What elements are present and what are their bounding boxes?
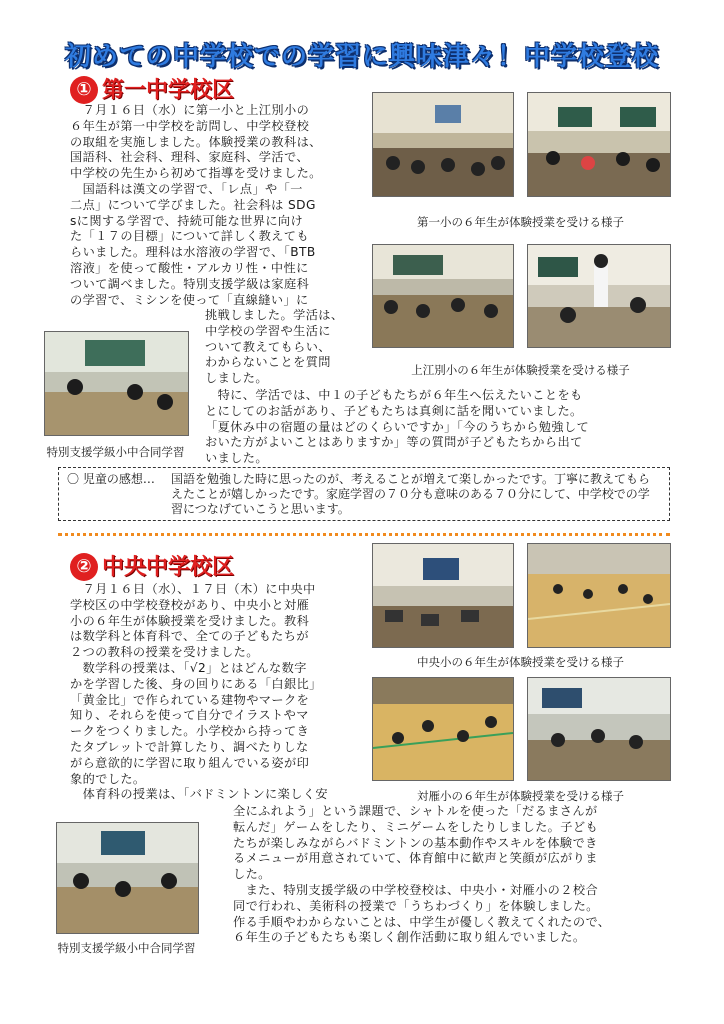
section-divider: [58, 533, 670, 536]
impression-label: 〇 児童の感想…: [67, 472, 155, 486]
photo-daiichi-class-1: [372, 92, 514, 197]
section-1-caption-a: 第一小の６年生が体験授業を受ける様子: [417, 215, 624, 229]
section-2-number: ②: [70, 553, 98, 581]
section-2-heading: [70, 550, 234, 581]
photo-chuo-gym: [527, 543, 671, 648]
section-1-heading-text: 第一中学校区: [102, 78, 235, 103]
section-2-body-top: ７月１６日（水）、１７日（木）に中央中 学校区の中学校登校があり、中央小と対雁 小の６年生が体験授業を受けました。教科 は数学科と体育科で、全ての子どもたちが ２つの教科の授業を受けました。 数学科の授業は、「√2」とはどんな数字 かを学習した後、身の回りにある「白銀比」 「黄金比」で作られている建物やマークを 知り、それらを使って自分でイラストやマ ークをつくりました。小学校から持ってき たタブレットで計算したり、調べたりしな がら意欲的に学習に取り組んでいる姿が印 象的でした。 体育科の授業は、「バドミントンに楽しく安: [70, 582, 328, 802]
page-title: 初めての中学校での学習に興味津々！中学校登校: [64, 42, 659, 72]
section-1-caption-b: 上江別小の６年生が体験授業を受ける様子: [411, 363, 630, 377]
photo-tokubetsu-shien-2: [56, 822, 199, 934]
photo-daiichi-class-2: [527, 92, 671, 197]
section-2-caption-a: 中央小の６年生が体験授業を受ける様子: [417, 655, 624, 669]
section-1-body-middle: 挑戦しました。学活は、 中学校の学習や生活に ついて教えてもらい、 わからないことを質問 しました。: [205, 308, 344, 386]
photo-kamiebetsu-class-1: [372, 244, 514, 348]
photo-kamiebetsu-class-2: [527, 244, 671, 348]
photo-tokubetsu-shien-1: [44, 331, 189, 436]
impression-text: 国語を勉強した時に思ったのが、考えることが増えて楽しかったです。丁寧に教えてもら えたことが嬉しかったです。家庭学習の７０分も意味のある７０分にして、中学校での学 習につなげていこうと思います。: [171, 472, 651, 516]
section-1-body-bottom: 特に、学活では、中１の子どもたちが６年生へ伝えたいことをも とにしてのお話があり、子どもたちは真剣に話を聞いていました。 「夏休み中の宿題の量はどのくらいですか」「今のうちから勉強して おいた方がよいことはありますか」等の質問が子どもたちから出て いました。: [205, 388, 590, 466]
section-2-heading-text: 中央中学校区: [102, 555, 235, 580]
section-2-caption-b: 対雁小の６年生が体験授業を受ける様子: [417, 789, 624, 803]
student-impression-box: [58, 467, 670, 521]
photo-tsuishikari-gym: [372, 677, 514, 781]
section-2-body-bottom: 全にふれよう」という課題で、シャトルを使った「だるまさんが 転んだ」ゲームをしたり、ミニゲームをしたりしました。子ども たちが楽しみながらバドミントンの基本動作やスキルを体験でき るメニューが用意されていて、体育館中に歓声と笑顔が広がりま した。 また、特別支援学級の中学校登校は、中央小・対雁小の２校合 同で行われ、美術科の授業で「うちわづくり」を体験しました。 作る手順やわからないことは、中学生が優しく教えてくれたので、 ６年生の子どもたちも楽しく創作活動に取り組んでいました。: [233, 804, 611, 945]
section-1-caption-c: 特別支援学級小中合同学習: [46, 445, 185, 459]
photo-chuo-class-1: [372, 543, 514, 648]
section-2-caption-c: 特別支援学級小中合同学習: [57, 941, 196, 955]
section-1-body-top: ７月１６日（水）に第一小と上江別小の ６年生が第一中学校を訪問し、中学校登校 の取組を実施しました。体験授業の教科は、 国語科、社会科、理科、家庭科、学活で、 中学校の先生から初めて指導を受けました。 国語科は漢文の学習で、「レ点」や「一 二点」について学びました。社会科は SDG sに関する学習で、持続可能な世界に向け た「１７の目標」について詳しく教えても らいました。理科は水溶液の学習で、「BTB 溶液」を使って酸性・アルカリ性・中性に ついて調べました。特別支援学級は家庭科 の学習で、ミシンを使って「直線縫い」に: [70, 103, 322, 307]
section-1-number: ①: [70, 76, 98, 104]
photo-tsuishikari-class: [527, 677, 671, 781]
section-1-heading: [70, 73, 234, 104]
